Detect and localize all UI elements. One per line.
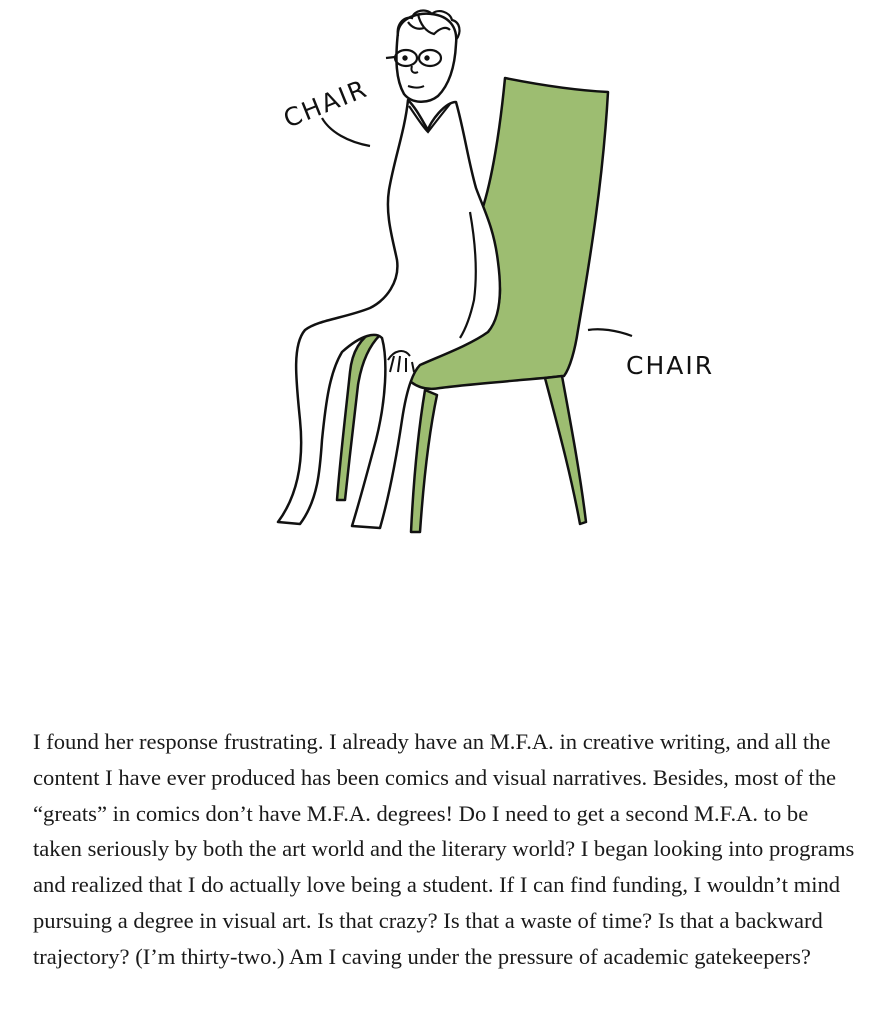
chair-right-leg (545, 376, 586, 524)
label-person-chair: CHAIR (279, 73, 372, 134)
chair-front-leg (411, 390, 437, 532)
article-paragraph: I found her response frustrating. I already have an M.F.A. in creative writing, and all the content I have ever produced has been comics and visual narratives. Besides, most of the “greats” in comics don’t have M.F.A. degrees! Do I need to get a second M.F.A. to be taken seriously by both the art world and the literary world? I began looking into programs and realized that I do actually love being a student. If I can find funding, I wouldn’t mind pursuing a degree in visual art. Is that crazy? Is that a waste of time? Is that a backward trajectory? (I’m thirty-two.) Am I caving under the pressure of academic gatekeepers? (33, 729, 855, 969)
label-person-arrow (322, 118, 370, 146)
label-chair: CHAIR (626, 351, 715, 380)
person-body (278, 100, 500, 528)
label-chair-arrow (588, 329, 632, 336)
